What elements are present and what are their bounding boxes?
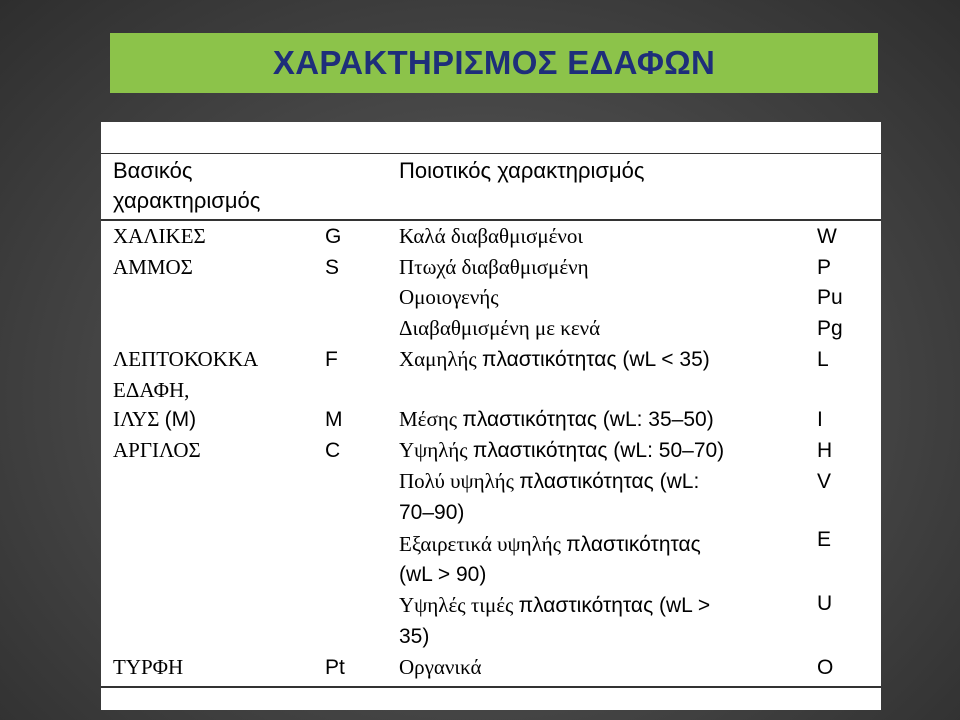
fine-code: F — [325, 348, 338, 371]
silt-q1-sans: πλαστικότητας (wL: 35‒50) — [462, 408, 714, 431]
fine-q1-serif: Χαμηλής — [399, 347, 482, 371]
sand-q1: Πτωχά διαβαθμισμένη — [399, 255, 589, 279]
fine-name-line2: ΕΔΑΦΗ, — [113, 378, 190, 402]
silt-name-serif: ΙΛΥΣ — [113, 407, 165, 431]
silt-name — [113, 404, 196, 435]
header-qualitative: Ποιοτικός χαρακτηρισμός — [399, 158, 645, 183]
fine-q1 — [399, 344, 710, 375]
very-high-q-line1 — [399, 466, 699, 497]
gravel-q1-code: W — [817, 225, 837, 248]
very-high-q-serif: Πολύ υψηλής — [399, 469, 520, 493]
silt-name-sans: (M) — [164, 408, 197, 431]
gravel-name: ΧΑΛΙΚΕΣ — [113, 224, 206, 248]
extreme-code: E — [817, 528, 832, 551]
sand-q3: Διαβαθμισμένη με κενά — [399, 316, 601, 340]
extreme-q-line1 — [399, 529, 701, 560]
fine-name-line1: ΛΕΠΤΟΚΟΚΚΑ — [113, 347, 259, 371]
silt-q1 — [399, 404, 714, 435]
header-basic-line1: Βασικός — [113, 158, 193, 183]
peat-code: Pt — [325, 656, 345, 679]
high-values-q-serif: Υψηλές τιμές — [399, 593, 519, 617]
silt-code: M — [325, 408, 343, 431]
sand-q3-code: Pg — [817, 317, 843, 340]
high-values-code: U — [817, 592, 833, 615]
clay-q1-sans: πλαστικότητας (wL: 50‒70) — [472, 439, 725, 462]
header-basic-line2: χαρακτηρισμός — [113, 188, 261, 213]
soil-classification-table — [101, 122, 881, 710]
clay-q1-code: H — [817, 439, 833, 462]
sand-name: ΑΜΜΟΣ — [113, 255, 193, 279]
very-high-q-sans: πλαστικότητας (wL: — [519, 470, 700, 493]
fine-q1-sans: πλαστικότητας (wL < 35) — [481, 348, 710, 371]
page-title: ΧΑΡΑΚΤΗΡΙΣΜΟΣ ΕΔΑΦΩΝ — [272, 44, 716, 81]
high-values-q-line1 — [399, 590, 710, 621]
clay-code: C — [325, 439, 341, 462]
clay-q1 — [399, 435, 724, 466]
table-top-rule — [101, 153, 881, 154]
silt-q1-serif: Μέσης — [399, 407, 463, 431]
sand-code: S — [325, 256, 340, 279]
sand-q2-code: Pu — [817, 286, 843, 309]
high-values-q-sans: πλαστικότητας (wL > — [518, 594, 711, 617]
silt-q1-code: I — [817, 408, 823, 431]
peat-q1-code: O — [817, 656, 834, 679]
clay-q1-serif: Υψηλής — [399, 438, 473, 462]
sand-q2: Ομοιογενής — [399, 285, 499, 309]
high-values-q-line2: 35) — [399, 625, 430, 648]
table-bottom-rule — [101, 686, 881, 688]
gravel-q1: Καλά διαβαθμισμένοι — [399, 224, 584, 248]
very-high-code: V — [817, 470, 832, 493]
very-high-q-line2: 70‒90) — [399, 501, 465, 524]
title-banner — [110, 33, 878, 93]
extreme-q-line2: (wL > 90) — [399, 563, 487, 586]
gravel-code: G — [325, 225, 342, 248]
extreme-q-serif: Εξαιρετικά υψηλής — [399, 532, 567, 556]
header-basic — [113, 156, 260, 216]
fine-q1-code: L — [817, 348, 829, 371]
peat-q1: Οργανικά — [399, 655, 482, 679]
sand-q1-code: P — [817, 256, 832, 279]
peat-name: ΤΥΡΦΗ — [113, 655, 184, 679]
clay-name: ΑΡΓΙΛΟΣ — [113, 438, 201, 462]
extreme-q-sans: πλαστικότητας — [566, 533, 701, 556]
